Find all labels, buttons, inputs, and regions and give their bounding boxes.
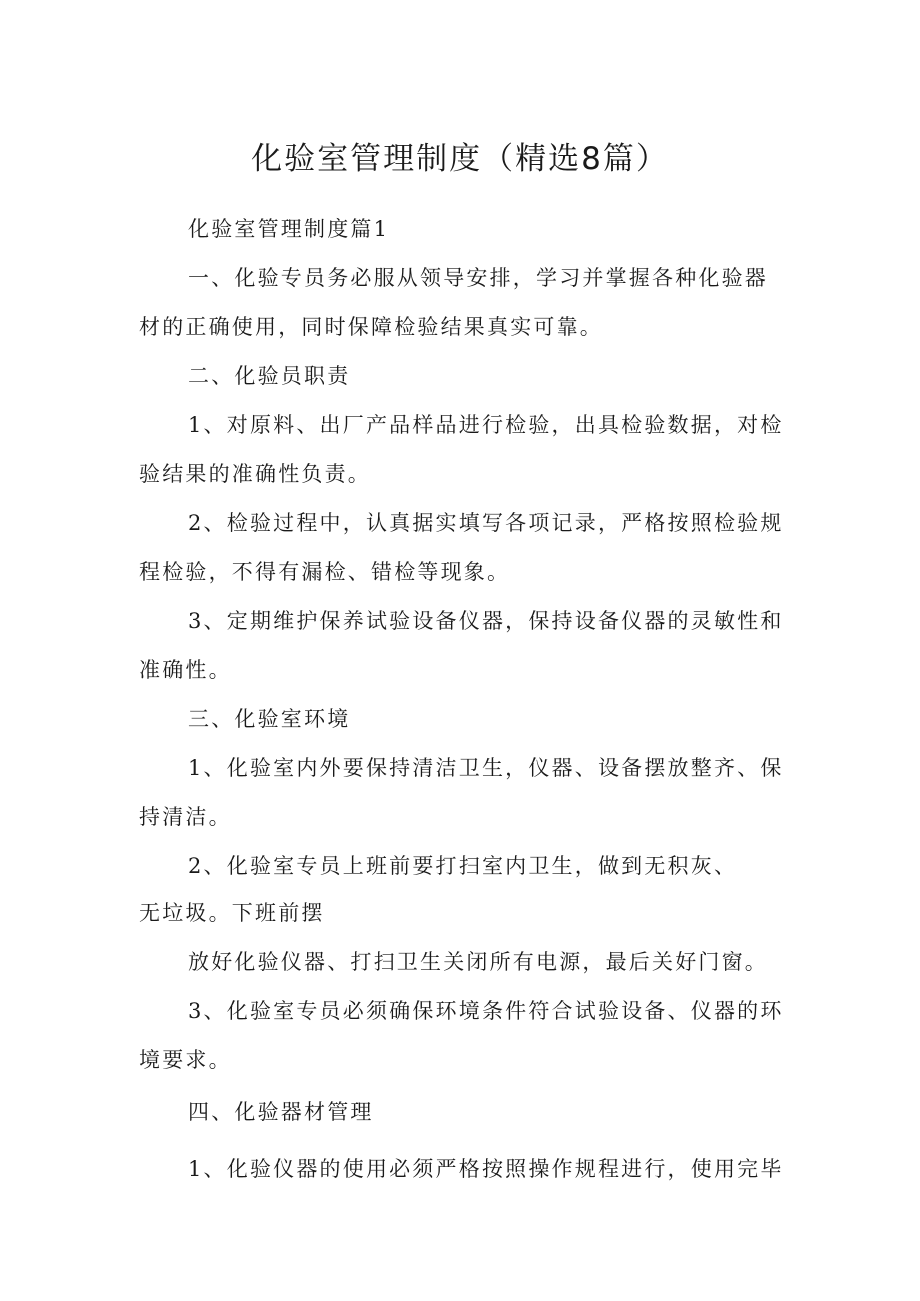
section-heading: 二、化验员职责 xyxy=(188,364,351,388)
paragraph-line: 3、化验室专员必须确保环境条件符合试验设备、仪器的环 xyxy=(188,999,784,1023)
paragraph-line: 2、检验过程中，认真据实填写各项记录，严格按照检验规 xyxy=(188,511,784,535)
paragraph-line: 材的正确使用，同时保障检验结果真实可靠。 xyxy=(139,315,603,339)
paragraph-line: 程检验，不得有漏检、错检等现象。 xyxy=(139,560,511,584)
section-heading: 化验室管理制度篇1 xyxy=(188,217,390,241)
paragraph-line: 放好化验仪器、打扫卫生关闭所有电源，最后关好门窗。 xyxy=(188,950,768,974)
paragraph-line: 3、定期维护保养试验设备仪器，保持设备仪器的灵敏性和 xyxy=(188,609,784,633)
section-heading: 四、化验器材管理 xyxy=(188,1100,374,1124)
paragraph-line: 1、化验室内外要保持清洁卫生，仪器、设备摆放整齐、保 xyxy=(188,756,784,780)
document-title: 化验室管理制度（精选8篇） xyxy=(251,140,669,177)
paragraph-line: 无垃圾。下班前摆 xyxy=(139,901,325,925)
paragraph-line: 持清洁。 xyxy=(139,805,232,829)
paragraph-line: 一、化验专员务必服从领导安排，学习并掌握各种化验器 xyxy=(188,266,768,290)
section-heading: 三、化验室环境 xyxy=(188,707,351,731)
paragraph-line: 1、对原料、出厂产品样品进行检验，出具检验数据，对检 xyxy=(188,413,784,437)
paragraph-line: 验结果的准确性负责。 xyxy=(139,462,371,486)
paragraph-line: 2、化验室专员上班前要打扫室内卫生，做到无积灰、 xyxy=(188,854,738,878)
paragraph-line: 1、化验仪器的使用必须严格按照操作规程进行，使用完毕 xyxy=(188,1157,784,1181)
paragraph-line: 准确性。 xyxy=(139,658,232,682)
paragraph-line: 境要求。 xyxy=(139,1048,232,1072)
